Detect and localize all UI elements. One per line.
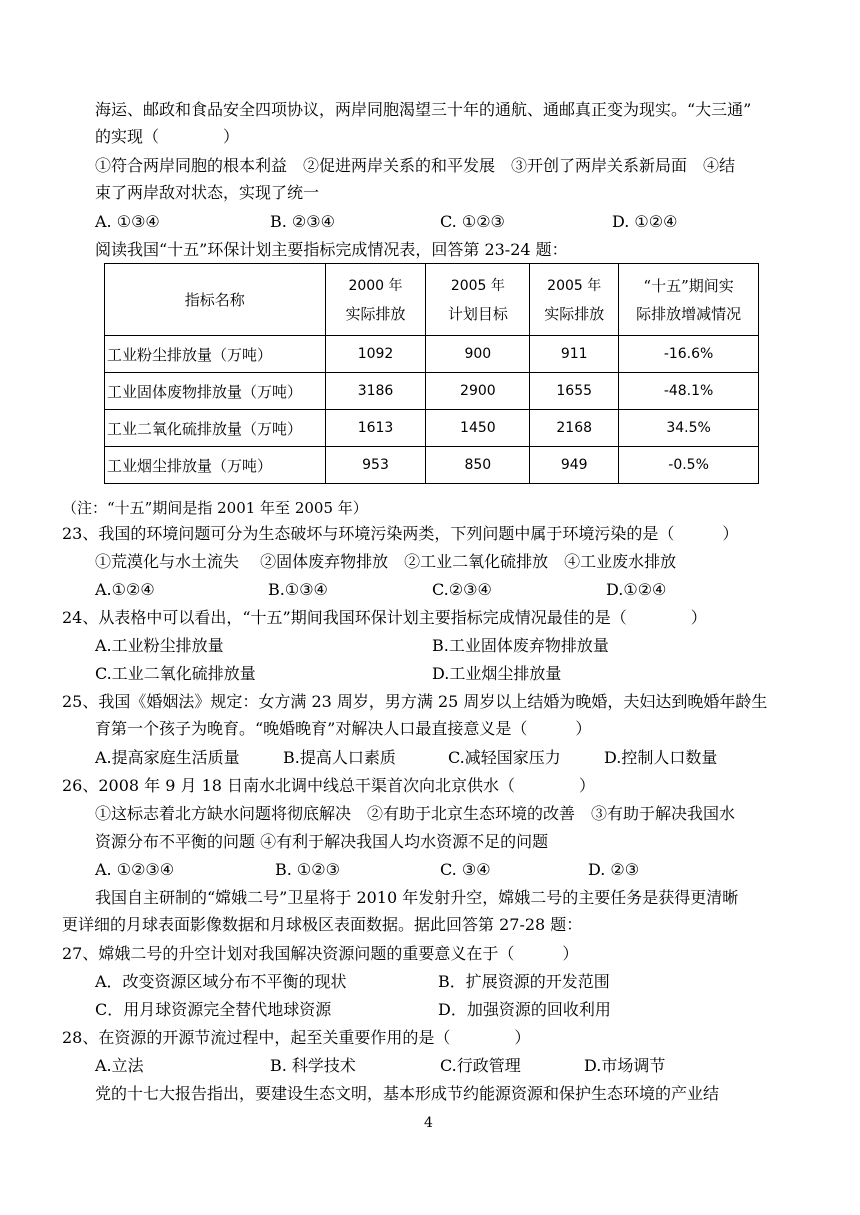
q23-choice-d: D.①②④ [606, 580, 667, 599]
row-2005: 911 [530, 336, 619, 373]
table-row [105, 373, 759, 410]
row-2000: 1613 [325, 410, 426, 447]
q28-choice-a: A.立法 [95, 1056, 144, 1075]
emission-table [104, 263, 759, 484]
q24-choice-c: C.工业二氧化硫排放量 [95, 664, 256, 683]
q26-choice-c: C. ③④ [440, 860, 491, 879]
q23-choice-a: A.①②④ [95, 580, 155, 599]
row-change: -0.5% [619, 447, 759, 484]
row-name: 工业二氧化硫排放量（万吨） [105, 410, 326, 447]
q28-choice-d: D.市场调节 [584, 1056, 666, 1075]
row-2000: 1092 [325, 336, 426, 373]
q26-items-1: ①这标志着北方缺水问题将彻底解决 ②有助于北京生态环境的改善 ③有助于解决我国水 [95, 804, 736, 823]
intro-choice-a: A. ①③④ [95, 212, 160, 231]
q27-choice-b: B．扩展资源的开发范围 [438, 972, 610, 991]
q25-choice-a: A.提高家庭生活质量 [95, 748, 240, 767]
intro-options-b: 束了两岸敌对状态，实现了统一 [95, 183, 320, 202]
q25-stem-2: 育第一个孩子为晚育。“晚婚晚育”对解决人口最直接意义是（ ） [95, 719, 592, 738]
q25-stem-1: 25、我国《婚姻法》规定：女方满 23 周岁，男方满 25 周岁以上结婚为晚婚，夫妇达到晚婚年龄生 [62, 692, 768, 711]
q28-choice-c: C.行政管理 [440, 1056, 521, 1075]
row-change: 34.5% [619, 410, 759, 447]
q25-choice-d: D.控制人口数量 [604, 748, 718, 767]
q27-choice-d: D．加强资源的回收利用 [438, 1000, 611, 1019]
header-indicator-name: 指标名称 [105, 264, 326, 336]
row-2005: 2168 [530, 410, 619, 447]
q23-stem: 23、我国的环境问题可分为生态破坏与环境污染两类，下列问题中属于环境污染的是（ ） [62, 524, 739, 543]
row-2005: 949 [530, 447, 619, 484]
row-name: 工业粉尘排放量（万吨） [105, 336, 326, 373]
table-intro: 阅读我国“十五”环保计划主要指标完成情况表，回答第 23-24 题： [95, 240, 568, 259]
row-name: 工业烟尘排放量（万吨） [105, 447, 326, 484]
intro-choice-d: D. ①②④ [612, 212, 678, 231]
q27-choice-c: C．用月球资源完全替代地球资源 [95, 1000, 332, 1019]
header-2000-actual: 2000 年 实际排放 [325, 264, 426, 336]
row-2005: 1655 [530, 373, 619, 410]
q24-stem: 24、从表格中可以看出，“十五”期间我国环保计划主要指标完成情况最佳的是（ ） [62, 608, 707, 627]
q23-choice-c: C.②③④ [432, 580, 492, 599]
q26-items-2: 资源分布不平衡的问题 ④有利于解决我国人均水资源不足的问题 [95, 832, 549, 851]
row-plan: 900 [426, 336, 530, 373]
row-2000: 3186 [325, 373, 426, 410]
table-row [105, 336, 759, 373]
q23-items: ①荒漠化与水土流失 ②固体废弃物排放 ②工业二氧化硫排放 ④工业废水排放 [95, 552, 677, 571]
q28-choice-b: B. 科学技术 [270, 1056, 356, 1075]
q26-choice-b: B. ①②③ [275, 860, 340, 879]
table-row [105, 447, 759, 484]
q26-choice-a: A. ①②③④ [95, 860, 175, 879]
table-note: （注：“十五”期间是指 2001 年至 2005 年） [62, 499, 368, 517]
row-change: -16.6% [619, 336, 759, 373]
page-number: 4 [424, 1115, 433, 1131]
q25-choice-b: B.提高人口素质 [283, 748, 396, 767]
q27-choice-a: A．改变资源区域分布不平衡的现状 [95, 972, 347, 991]
header-2005-plan: 2005 年 计划目标 [426, 264, 530, 336]
final-paragraph-line: 党的十七大报告指出，要建设生态文明，基本形成节约能源资源和保护生态环境的产业结 [95, 1084, 720, 1103]
row-plan: 850 [426, 447, 530, 484]
q26-choice-d: D. ②③ [588, 860, 640, 879]
intro-options-a: ①符合两岸同胞的根本利益 ②促进两岸关系的和平发展 ③开创了两岸关系新局面 ④结 [95, 156, 736, 175]
row-2000: 953 [325, 447, 426, 484]
header-2005-actual: 2005 年 实际排放 [530, 264, 619, 336]
q25-choice-c: C.减轻国家压力 [448, 748, 561, 767]
intro-choice-c: C. ①②③ [440, 212, 505, 231]
row-plan: 2900 [426, 373, 530, 410]
q27-stem: 27、嫦娥二号的升空计划对我国解决资源问题的重要意义在于（ ） [62, 944, 579, 963]
q23-choice-b: B.①③④ [268, 580, 328, 599]
row-name: 工业固体废物排放量（万吨） [105, 373, 326, 410]
q24-choice-b: B.工业固体废弃物排放量 [432, 636, 609, 655]
passage2-line-2: 更详细的月球表面影像数据和月球极区表面数据。据此回答第 27-28 题： [62, 915, 583, 934]
intro-choice-b: B. ②③④ [270, 212, 335, 231]
table-header-row [105, 264, 759, 336]
header-change: “十五”期间实 际排放增减情况 [619, 264, 759, 336]
intro-line-1: 海运、邮政和食品安全四项协议，两岸同胞渴望三十年的通航、通邮真正变为现实。“大三通” [95, 100, 752, 119]
intro-line-2: 的实现（ ） [95, 127, 240, 146]
row-plan: 1450 [426, 410, 530, 447]
q28-stem: 28、在资源的开源节流过程中，起至关重要作用的是（ ） [62, 1028, 531, 1047]
q24-choice-d: D.工业烟尘排放量 [432, 664, 562, 683]
passage2-line-1: 我国自主研制的“嫦娥二号”卫星将于 2010 年发射升空，嫦娥二号的主要任务是获得更清晰 [95, 888, 739, 907]
row-change: -48.1% [619, 373, 759, 410]
table-row [105, 410, 759, 447]
q26-stem: 26、2008 年 9 月 18 日南水北调中线总干渠首次向北京供水（ ） [62, 776, 596, 795]
q24-choice-a: A.工业粉尘排放量 [95, 636, 224, 655]
